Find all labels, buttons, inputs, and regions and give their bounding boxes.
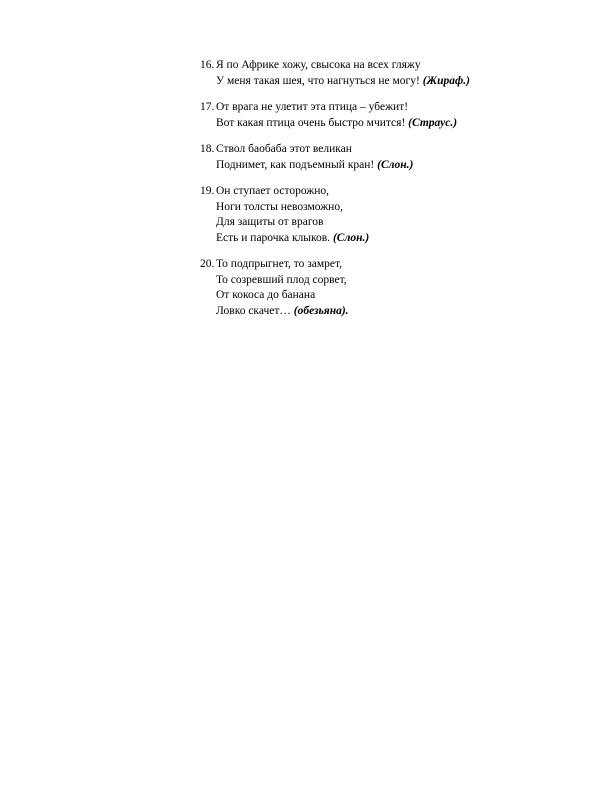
riddle-18	[200, 142, 530, 173]
line-text: Ствол баобаба этот великан	[216, 143, 352, 155]
riddle-text	[216, 184, 369, 246]
line-text: От врага не улетит эта птица – убежит!	[216, 101, 409, 113]
riddle-number: 19.	[200, 185, 215, 197]
line-text: То созревший плод сорвет,	[216, 273, 347, 286]
line-text: Я по Африке хожу, свысока на всех гляжу	[216, 59, 421, 71]
riddle-line	[216, 288, 349, 304]
riddle-line	[216, 200, 369, 216]
riddle-answer: (Жираф.)	[422, 74, 470, 87]
riddle-number: 16.	[200, 59, 215, 71]
line-text: Для защиты от врагов	[216, 216, 324, 228]
line-text: Он ступает осторожно,	[216, 185, 330, 197]
riddle-line	[216, 116, 457, 132]
line-text: То подпрыгнет, то замрет,	[216, 258, 343, 270]
riddle-line	[216, 158, 413, 174]
line-text: У меня такая шея, что нагнуться не могу!	[216, 74, 423, 87]
riddle-line	[216, 215, 369, 231]
riddle-text	[216, 58, 470, 89]
riddle-line	[216, 231, 369, 247]
riddle-number: 20.	[200, 258, 215, 270]
riddle-16	[200, 58, 530, 89]
riddle-answer: (Страус.)	[408, 116, 458, 129]
riddle-17	[200, 100, 530, 131]
line-text: От кокоса до банана	[216, 289, 316, 301]
riddle-list	[200, 58, 530, 330]
riddle-text	[216, 257, 349, 319]
riddle-line	[216, 273, 349, 289]
line-text: Вот какая птица очень быстро мчится!	[216, 116, 409, 129]
line-text: Ловко скачет…	[216, 304, 294, 317]
riddle-number: 17.	[200, 101, 215, 113]
line-text: Поднимет, как подъемный кран!	[216, 158, 378, 171]
riddle-line	[216, 304, 349, 320]
riddle-line	[216, 100, 457, 116]
riddle-answer: (Слон.)	[332, 231, 370, 244]
riddle-line	[216, 142, 413, 158]
riddle-19	[200, 184, 530, 246]
riddle-line	[216, 184, 369, 200]
riddle-20	[200, 257, 530, 319]
riddle-text	[216, 142, 413, 173]
riddle-text	[216, 100, 457, 131]
riddle-line	[216, 257, 349, 273]
riddle-answer: (Слон.)	[377, 158, 414, 171]
riddle-answer: (обезьяна).	[293, 304, 349, 317]
riddle-line	[216, 74, 470, 90]
line-text: Есть и парочка клыков.	[216, 231, 333, 244]
riddle-number: 18.	[200, 143, 215, 155]
riddle-line	[216, 58, 470, 74]
line-text: Ноги толсты невозможно,	[216, 200, 343, 213]
